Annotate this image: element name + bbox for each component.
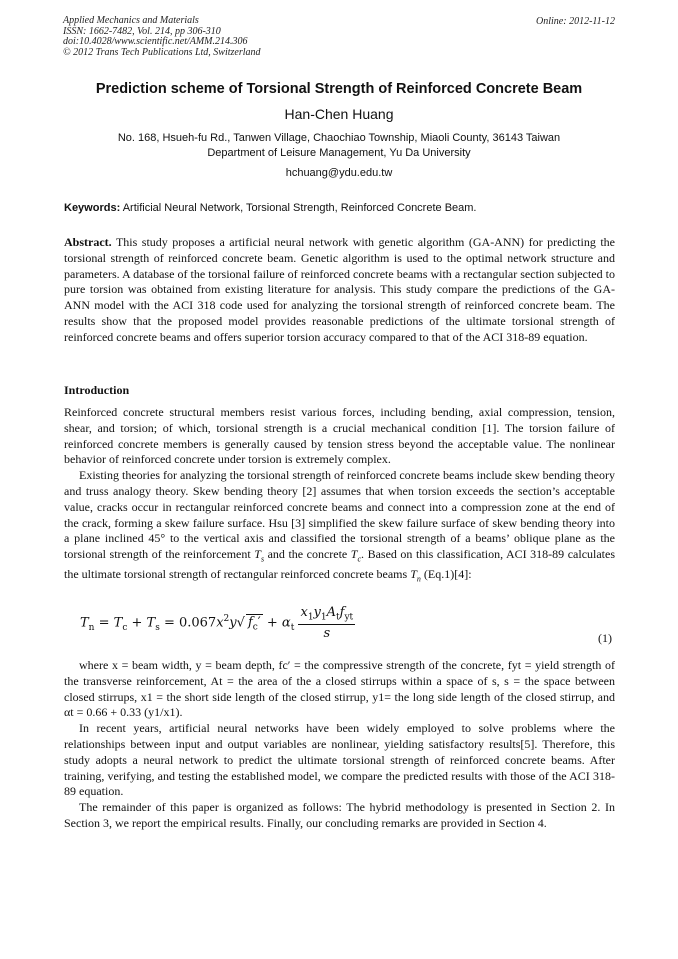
intro-p2-text-b: and the concrete	[264, 547, 351, 562]
abstract	[64, 235, 615, 346]
recent-years-paragraph: In recent years, artificial neural networks have been widely employed to solve problems where the relationships between input and output variables are nonlinear, yielding satisfactory results[5]. Therefore, this study adopts a neural network to predict the ultimate torsional strength of reinforced concrete beams. After training, verifying, and testing the established model, we compare the predicted results with those of the ACI 318-89 equation.	[64, 721, 615, 799]
intro-paragraph-1: Reinforced concrete structural members resist various forces, including bending, axial compression, tension, shear, and torsion; of which, torsional strength is a crucial mechanical condition [1]. The torsion failure of reinforced concrete members is generally caused by tension stress beyond the acceptable value. The nonlinear behavior of reinforced concrete under torsion is extremely complex.	[64, 405, 615, 467]
affiliation-address: No. 168, Hsueh-fu Rd., Tanwen Village, Chaochiao Township, Miaoli County, 36143 Taiwan	[117, 132, 561, 144]
author-name: Han-Chen Huang	[284, 106, 394, 122]
journal-header	[63, 16, 261, 58]
journal-name: Applied Mechanics and Materials	[63, 15, 199, 26]
abstract-text: This study proposes a artificial neural network with genetic algorithm (GA-ANN) for predicting the torsional strength of reinforced concrete beam. Genetic algorithm is used to the optimal network structure and parameters. A database of the torsional failure of reinforced concrete beams with a rectangular section subjected to pure torsion was obtained from existing literature for analysis. This study compare the predictions of the GA-ANN model with the ACI 318 code used for analyzing the torsional strength of reinforced concrete beam. The results show that the proposed model provides reasonable predictions of the ultimate torsional strength of reinforced concrete beams and offers superior torsion accuracy compared to that of the ACI 318-89 equation.	[64, 235, 615, 344]
symbol-tc: $T_c$	[350, 547, 362, 564]
keywords-text: Artificial Neural Network, Torsional Strength, Reinforced Concrete Beam.	[120, 202, 477, 214]
intro-p2-text-a: Existing theories for analyzing the torsional strength of reinforced concrete beams include skew bending theory and truss analogy theory. Skew bending theory [2] assumes that when torsion exceeds the section’s acceptable value, cracks occur in rectangular reinforced concrete beams and connect into a compression zone at the end of the crack, forming a skew failure surface. Hsu [3] simplified the skew failure surface of skew bending theory into a plane inclined 45° to the vertical axis and classified the torsional strength of a beams’ oblique plane as the torsional strength of the reinforcement	[64, 468, 615, 562]
post-equation-body	[64, 658, 615, 832]
copyright-line: © 2012 Trans Tech Publications Ltd, Switzerland	[63, 46, 261, 58]
keywords-label: Keywords:	[64, 202, 121, 214]
intro-paragraph-2	[64, 468, 615, 587]
intro-p2-text-d: (Eq.1)[4]:	[420, 567, 472, 582]
author-email: hchuang@ydu.edu.tw	[285, 167, 393, 179]
issn-line: ISSN: 1662-7482, Vol. 214, pp 306-310	[63, 25, 221, 37]
section-heading-introduction: Introduction	[64, 383, 130, 397]
equation-1: $T_n = T_c + T_s = 0.067x^2y√$ $f_c' + \alpha_t$ $\frac{x_1y_1A_tf_{yt}}{s}$	[80, 605, 354, 641]
abstract-label: Abstract.	[64, 235, 112, 249]
affiliation	[0, 131, 678, 161]
remainder-paragraph: The remainder of this paper is organized as follows: The hybrid methodology is presented in Section 2. In Section 3, we report the empirical results. Finally, our concluding remarks are provided in Section 4.	[64, 800, 615, 830]
intro-p2-text-c: . Based on this classification, ACI 318-89 calculates the ultimate torsional strength of rectangular reinforced concrete beams	[64, 547, 616, 582]
equation-number: (1)	[598, 631, 612, 645]
affiliation-department: Department of Leisure Management, Yu Da University	[207, 147, 471, 159]
symbol-tn: $T_n$	[410, 567, 421, 584]
where-paragraph: where x = beam width, y = beam depth, fc′ = the compressive strength of the concrete, fyt = yield strength of the transverse reinforcement, At = the area of the a closed stirrups within a space of s, s = the space between closed stirrups, x1 = the short side length of the closed stirrup, y1= the long side length of the closed stirrup, and αt = 0.66 + 0.33 (y1/x1).	[64, 658, 615, 720]
symbol-ts: $T_s$	[254, 547, 265, 564]
online-date: Online: 2012-11-12	[536, 16, 615, 27]
introduction-body	[64, 405, 615, 588]
doi-line: doi:10.4028/www.scientific.net/AMM.214.306	[63, 36, 248, 47]
keywords	[64, 202, 616, 214]
paper-title: Prediction scheme of Torsional Strength of Reinforced Concrete Beam	[95, 81, 583, 97]
